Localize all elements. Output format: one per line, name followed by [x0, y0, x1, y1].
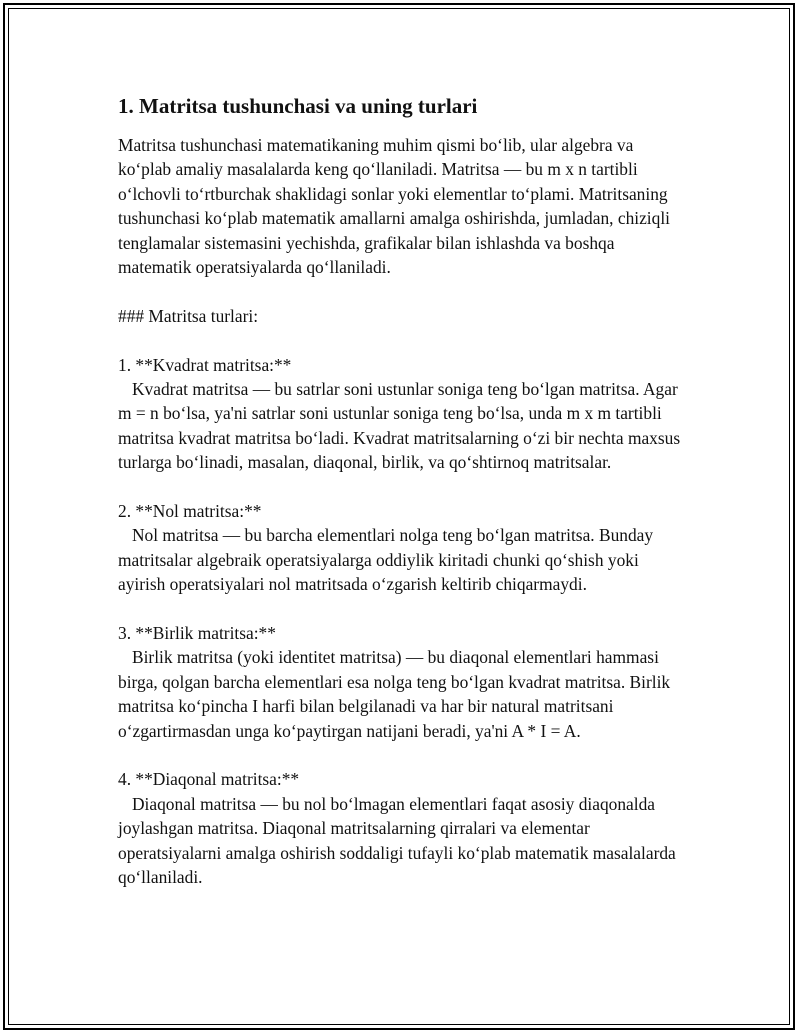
item-body-text: Diaqonal matritsa — bu nol bo‘lmagan elementlari faqat asosiy diaqonalda joylashgan matritsa. Diaqonal matritsalarning qirralari va elementar operatsiyalarni amalga oshirish soddaligi tufayli ko‘plab matematik masalalarda qo‘llaniladi.	[118, 793, 676, 888]
spacer	[118, 328, 688, 352]
page-title: 1. Matritsa tushunchasi va uning turlari	[118, 94, 478, 118]
item-heading: 3. **Birlik matritsa:**	[118, 623, 276, 644]
item-body-text: Kvadrat matritsa — bu satrlar soni ustunlar soniga teng bo‘lgan matritsa. Agar m = n bo‘lsa, ya'ni satrlar soni ustunlar soniga teng bo‘lsa, unda m x m tartibli matritsa kvadrat matritsa bo‘ladi. Kvadrat matritsalarning o‘zi bir nechta maxsus turlarga bo‘linadi, masalan, diaqonal, birlik, va qo‘shtirnoq matritsalar.	[118, 379, 681, 473]
item-body	[118, 792, 688, 890]
item-body	[118, 645, 688, 743]
spacer	[118, 743, 688, 767]
item-heading: 1. **Kvadrat matritsa:**	[118, 354, 292, 375]
spacer	[118, 279, 688, 303]
section-heading: ### Matritsa turlari:	[118, 305, 259, 326]
item-body-text: Nol matritsa — bu barcha elementlari nolga teng bo‘lgan matritsa. Bunday matritsalar algebraik operatsiyalarga oddiylik kiritadi chunki qo‘shish yoki ayirish operatsiyalari nol matritsada o‘zgarish keltirib chiqarmaydi.	[118, 525, 654, 595]
spacer	[118, 475, 688, 499]
item-body	[118, 377, 688, 475]
item-body	[118, 523, 688, 596]
intro-paragraph: Matritsa tushunchasi matematikaning muhim qismi bo‘lib, ular algebra va ko‘plab amaliy masalalarda keng qo‘llaniladi. Matritsa — bu m x n tartibli o‘lchovli to‘rtburchak shaklidagi sonlar yoki elementlar to‘plami. Matritsaning tushunchasi ko‘plab matematik amallarni amalga oshirishda, jumladan, chiziqli tenglamalar sistemasini yechishda, grafikalar bilan ishlashda va boshqa matematik operatsiyalarda qo‘llaniladi.	[118, 135, 670, 278]
spacer	[118, 597, 688, 621]
document-body	[118, 92, 688, 890]
item-heading: 4. **Diaqonal matritsa:**	[118, 769, 300, 790]
item-body-text: Birlik matritsa (yoki identitet matritsa) — bu diaqonal elementlari hammasi birga, qolgan barcha elementlari esa nolga teng bo‘lgan kvadrat matritsa. Birlik matritsa ko‘pincha I harfi bilan belgilanadi va har bir natural matritsani o‘zgartirmasdan unga ko‘paytirgan natijani beradi, ya'ni A * I = A.	[118, 647, 671, 741]
item-heading: 2. **Nol matritsa:**	[118, 501, 262, 522]
